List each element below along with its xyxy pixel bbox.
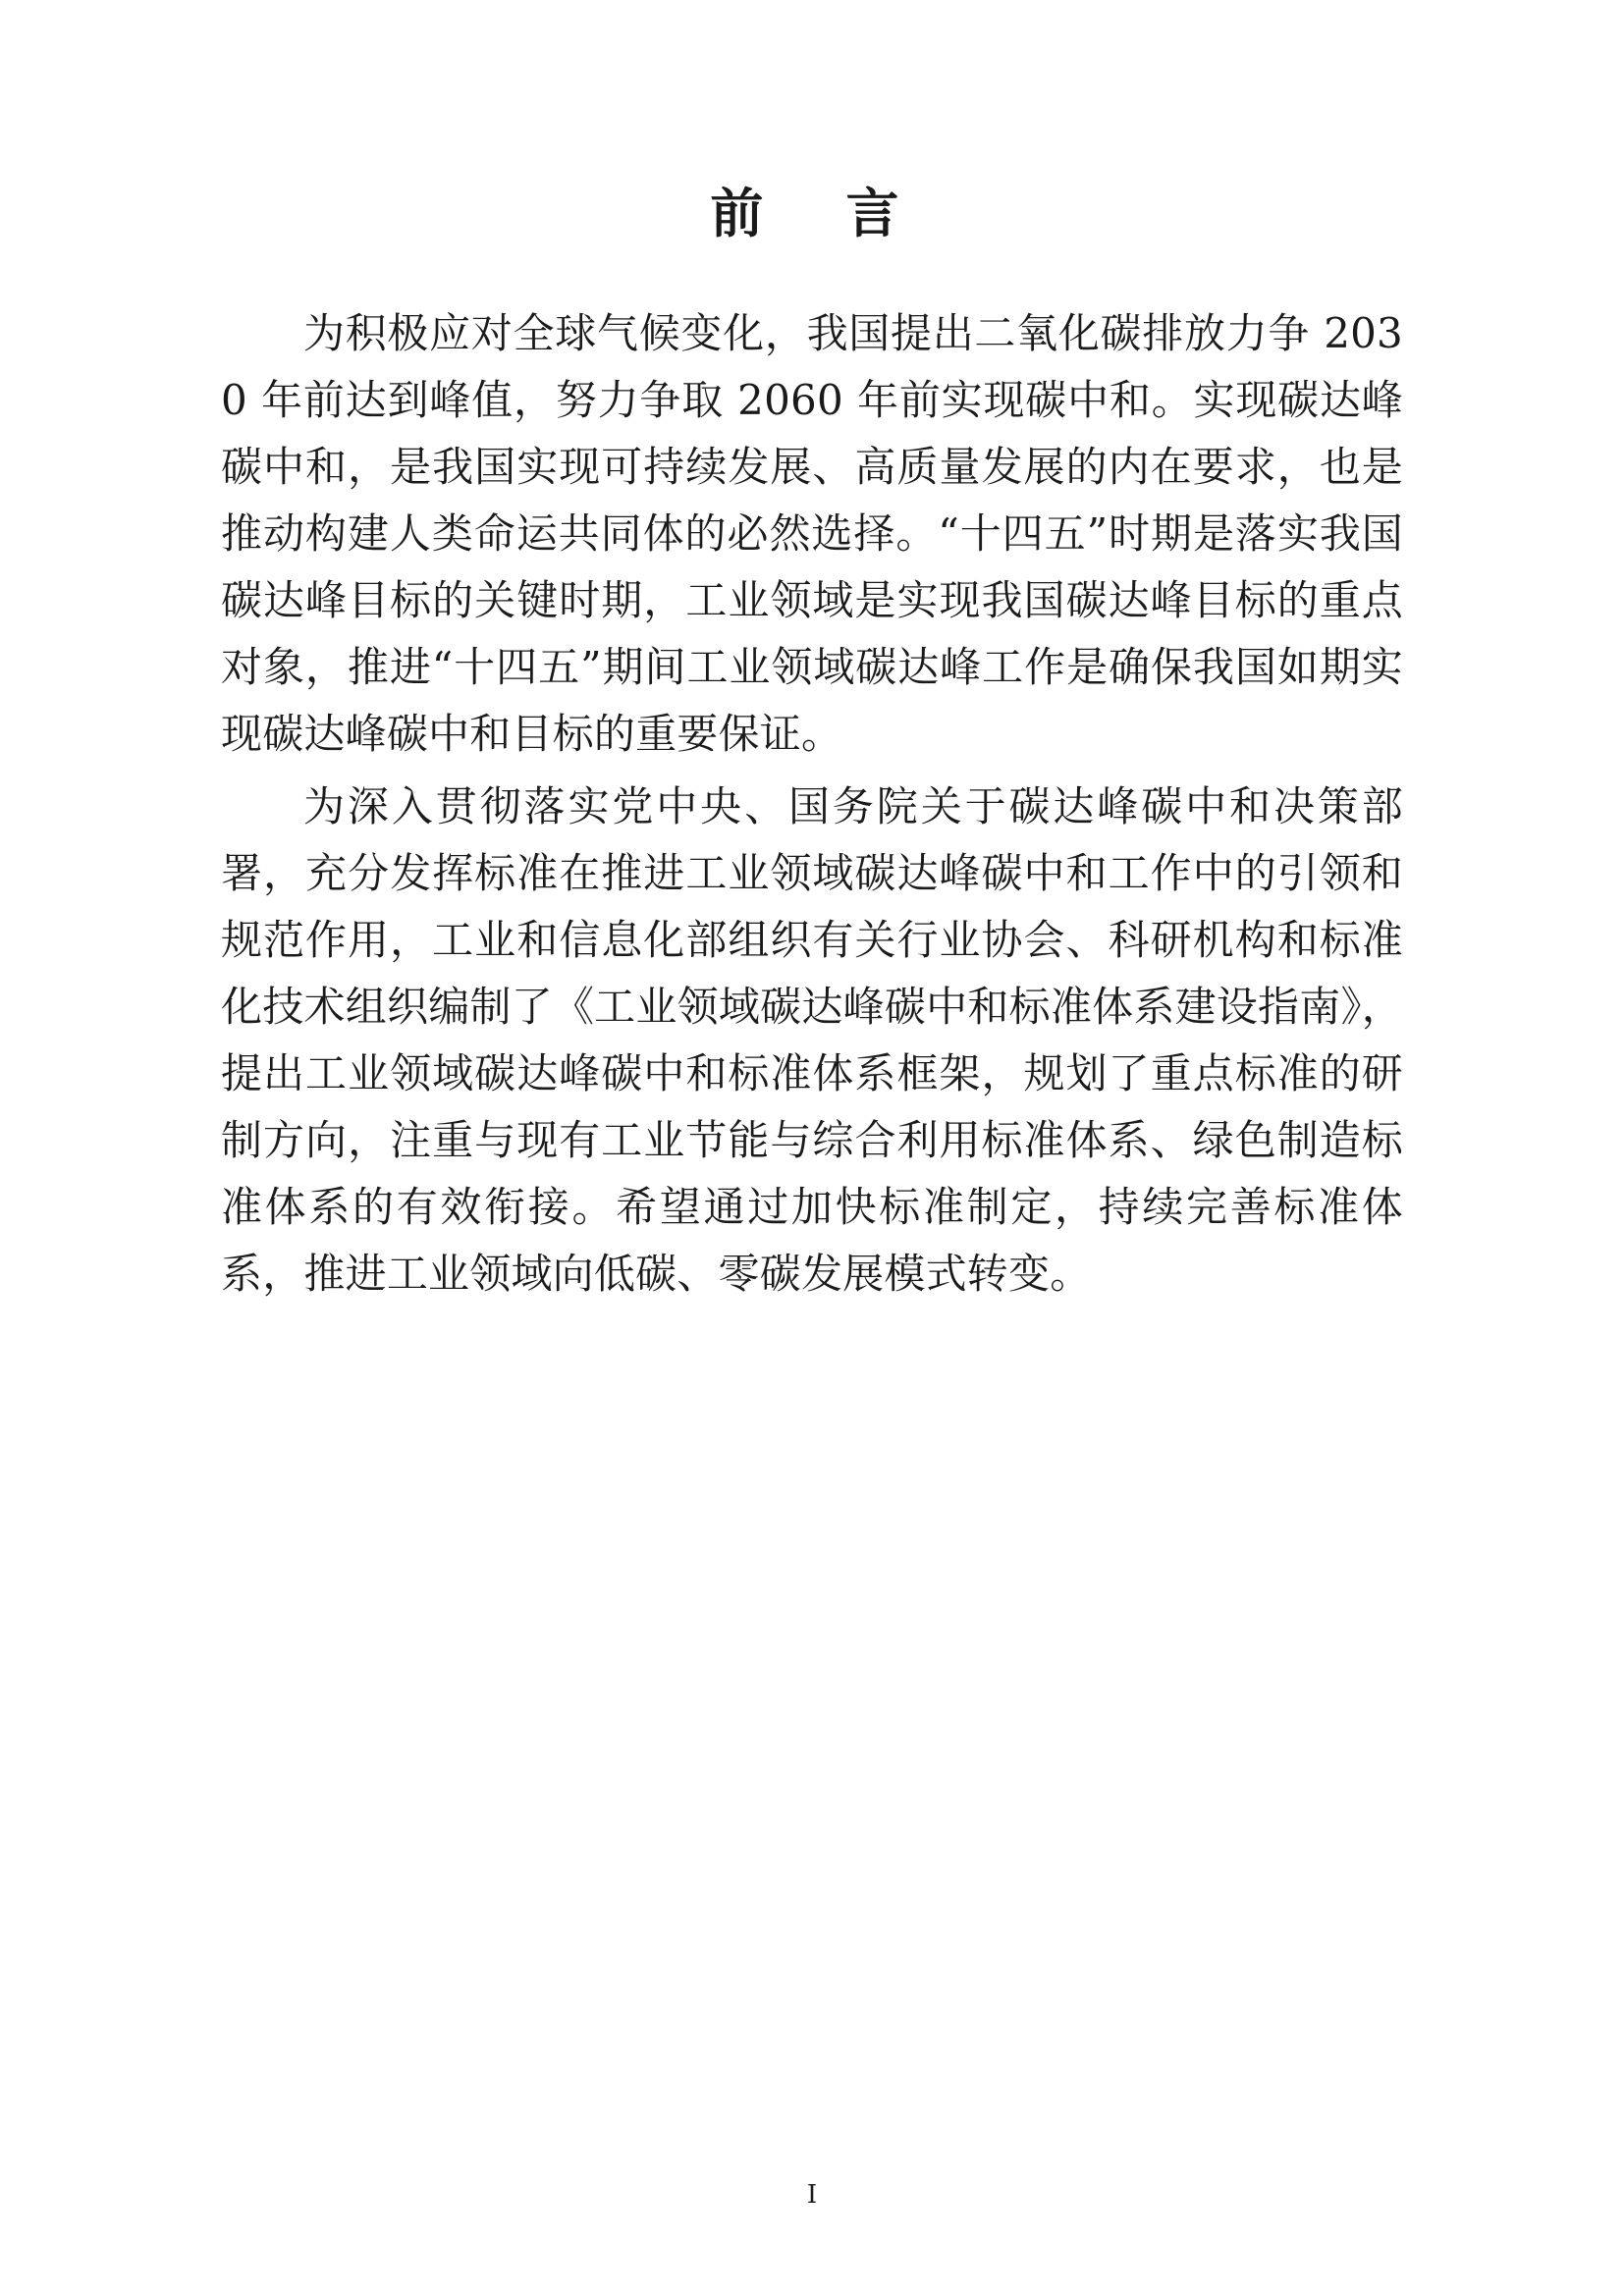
paragraph-1: 为积极应对全球气候变化，我国提出二氧化碳排放力争 2030 年前达到峰值，努力争取 2060 年前实现碳中和。实现碳达峰碳中和，是我国实现可持续发展、高质量发展的内在要求，也是推动构建人类命运共同体的必然选择。“十四五”时期是落实我国碳达峰目标的关键时期，工业领域是实现我国碳达峰目标的重点对象，推进“十四五”期间工业领域碳达峰工作是确保我国如期实现碳达峰碳中和目标的重要保证。 — [221, 308, 1403, 758]
page-title: 前 言 — [710, 182, 914, 244]
page-number: I — [806, 2180, 818, 2210]
paragraph-2: 为深入贯彻落实党中央、国务院关于碳达峰碳中和决策部署，充分发挥标准在推进工业领域碳达峰碳中和工作中的引领和规范作用，工业和信息化部组织有关行业协会、科研机构和标准化技术组织编制了《工业领域碳达峰碳中和标准体系建设指南》，提出工业领域碳达峰碳中和标准体系框架，规划了重点标准的研制方向，注重与现有工业节能与综合利用标准体系、绿色制造标准体系的有效衔接。希望通过加快标准制定，持续完善标准体系，推进工业领域向低碳、零碳发展模式转变。 — [221, 782, 1403, 1299]
